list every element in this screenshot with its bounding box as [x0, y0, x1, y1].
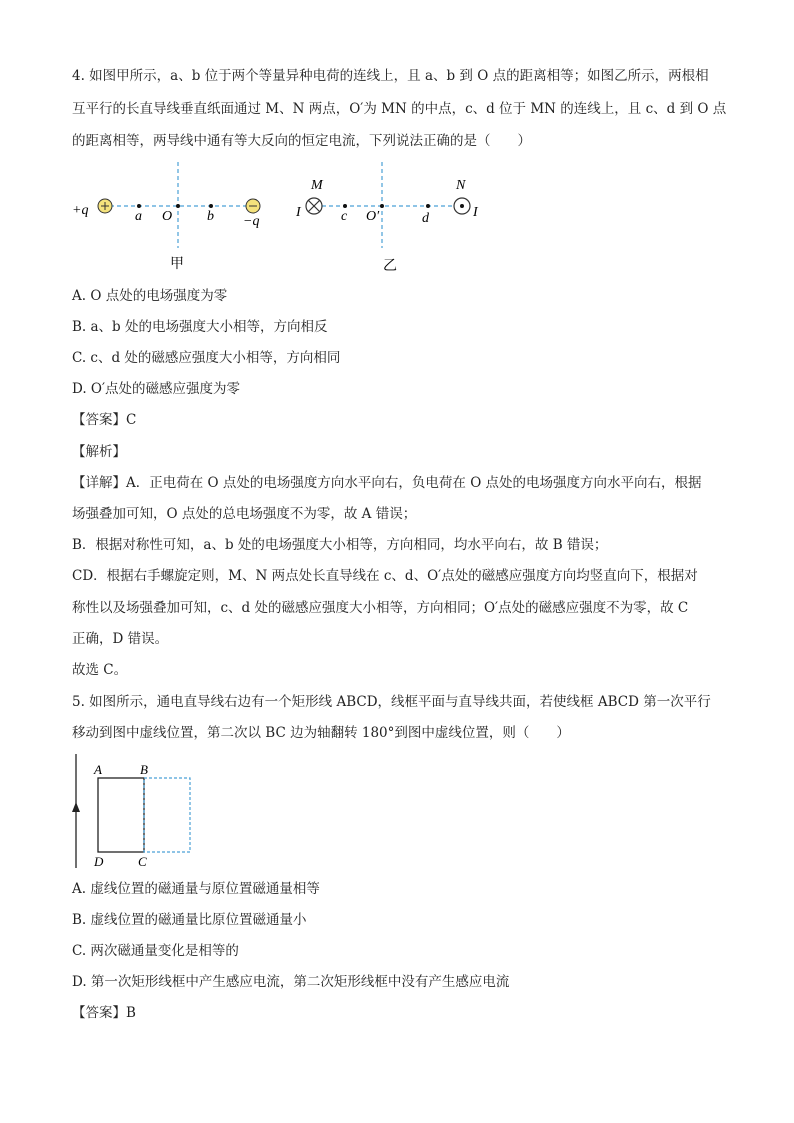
label-o-prime: O′: [366, 209, 380, 224]
q4-detail-cd-line-3: 正确，D 错误。: [72, 631, 169, 647]
positive-charge-icon: [98, 199, 112, 213]
q4-figure-jia: [60, 158, 290, 276]
point-a-dot: [137, 204, 141, 208]
q4-stem-line-3: 的距离相等，两导线中通有等大反向的恒定电流，下列说法正确的是（ ）: [72, 133, 531, 149]
analysis-tag: 【解析】: [72, 444, 126, 460]
detail-a-text: A．正电荷在 O 点处的电场强度方向水平向右，负电荷在 O 点处的电场强度方向水平向右，根据: [126, 475, 702, 491]
q5-option-c: C. 两次磁通量变化是相等的: [72, 943, 239, 959]
answer-tag: 【答案】: [72, 1005, 126, 1021]
minus-q-label: −q: [243, 214, 260, 229]
q4-conclusion: 故选 C。: [72, 662, 128, 678]
point-c-dot: [343, 204, 347, 208]
q4-stem-line-2: 互平行的长直导线垂直纸面通过 M、N 两点，O′为 MN 的中点，c、d 位于 MN 的连线上，且 c、d 到 O 点: [72, 101, 727, 117]
q5-stem-line-2: 移动到图中虚线位置，第二次以 BC 边为轴翻转 180°到图中虚线位置，则（ ）: [72, 725, 570, 741]
q4-option-b: B. a、b 处的电场强度大小相等，方向相反: [72, 319, 328, 335]
point-o-dot: [176, 204, 180, 208]
point-d-dot: [426, 204, 430, 208]
label-i-left: I: [296, 205, 301, 220]
label-d: d: [422, 211, 429, 226]
current-arrow-icon: [72, 802, 80, 812]
q4-detail-b: B．根据对称性可知，a、b 处的电场强度大小相等，方向相同，均水平向右，故 B 错误；: [72, 537, 608, 553]
q4-analysis-tag: [72, 442, 126, 462]
q4-figure-yi: [290, 158, 500, 276]
label-i-right: I: [473, 205, 478, 220]
loop-abcd: [98, 778, 144, 852]
q5-option-b: B. 虚线位置的磁通量比原位置磁通量小: [72, 912, 307, 928]
q5-answer: [72, 1003, 136, 1023]
q4-detail-a-line-1: [72, 473, 702, 493]
q4-option-a: A. O 点处的电场强度为零: [72, 288, 228, 304]
q4-stem-line-1: 4. 如图甲所示，a、b 位于两个等量异种电荷的连线上，且 a、b 到 O 点的距离相等；如图乙所示，两根相: [72, 68, 709, 84]
q4-option-d: D. O′点处的磁感应强度为零: [72, 381, 241, 397]
q5-figure: [62, 748, 202, 872]
label-o: O: [162, 209, 173, 224]
label-b: b: [207, 209, 214, 224]
q4-answer: [72, 410, 136, 430]
plus-q-label: +q: [72, 203, 89, 218]
vertex-a: A: [94, 762, 102, 777]
current-out-of-page-icon: [454, 198, 470, 214]
negative-charge-icon: [246, 199, 260, 213]
label-m: M: [311, 178, 323, 193]
caption-jia: 甲: [170, 257, 184, 272]
detail-tag: 【详解】: [72, 475, 126, 491]
answer-value: C: [126, 412, 137, 428]
q4-option-c: C. c、d 处的磁感应强度大小相等，方向相同: [72, 350, 341, 366]
answer-tag: 【答案】: [72, 412, 126, 428]
vertex-d: D: [94, 854, 104, 869]
current-into-page-icon: [306, 198, 322, 214]
q5-option-a: A. 虚线位置的磁通量与原位置磁通量相等: [72, 881, 320, 897]
q4-detail-cd-line-1: CD．根据右手螺旋定则，M、N 两点处长直导线在 c、d、O′点处的磁感应强度方向均竖直向下，根据对: [72, 568, 698, 584]
q5-option-d: D. 第一次矩形线框中产生感应电流，第二次矩形线框中没有产生感应电流: [72, 974, 510, 990]
label-n: N: [456, 178, 466, 193]
loop-dashed-position: [144, 778, 190, 852]
q4-detail-cd-line-2: 称性以及场强叠加可知，c、d 处的磁感应强度大小相等，方向相同；O′点处的磁感应强度不为零，故 C: [72, 600, 689, 616]
point-o-prime-dot: [380, 204, 384, 208]
q4-detail-a-line-2: 场强叠加可知，O 点处的总电场强度不为零，故 A 错误；: [72, 506, 417, 522]
vertex-c: C: [138, 854, 147, 869]
answer-value: B: [126, 1005, 136, 1021]
label-a: a: [135, 209, 142, 224]
point-b-dot: [209, 204, 213, 208]
caption-yi: 乙: [383, 259, 397, 274]
q5-stem-line-1: 5. 如图所示，通电直导线右边有一个矩形线 ABCD，线框平面与直导线共面，若使线框 ABCD 第一次平行: [72, 694, 711, 710]
vertex-b: B: [140, 762, 148, 777]
label-c: c: [341, 209, 348, 224]
